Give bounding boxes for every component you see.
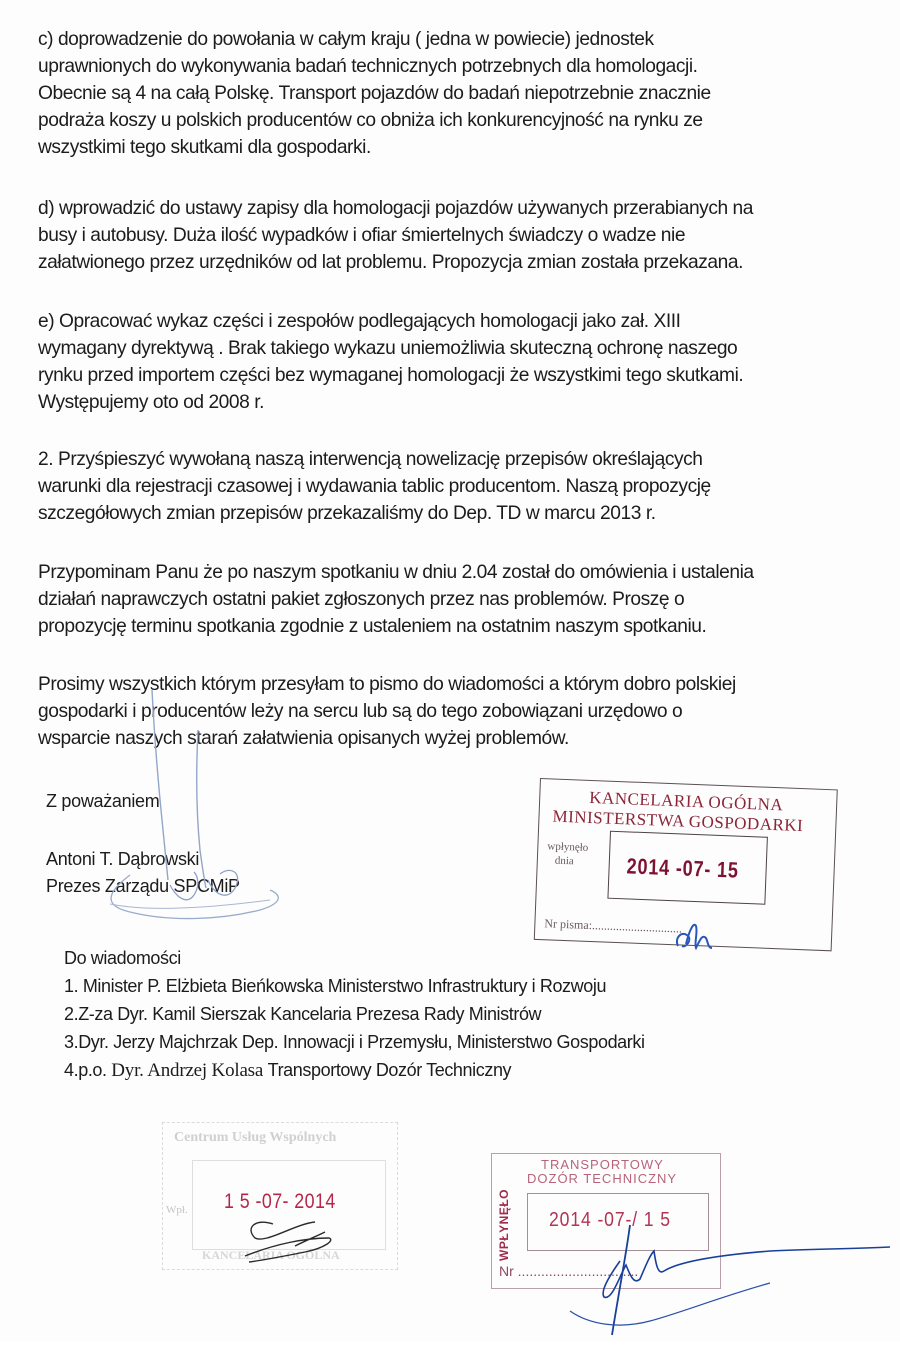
cc-item-prefix: 4.p.o. xyxy=(64,1060,112,1080)
cc-heading: Do wiadomości xyxy=(64,948,181,968)
text-line: wymagany dyrektywą . Brak takiego wykazu uniemożliwia skuteczną ochronę naszego xyxy=(38,338,738,359)
stamp-title-line1: KANCELARIA OGÓLNA xyxy=(588,787,784,815)
paragraph-item-c xyxy=(38,26,888,161)
cc-item: 1. Minister P. Elżbieta Bieńkowska Ministerstwo Infrastruktury i Rozwoju xyxy=(64,976,607,996)
cc-item: 2.Z-za Dyr. Kamil Sierszak Kancelaria Prezesa Rady Ministrów xyxy=(64,1004,542,1024)
closing-salutation: Z poważaniem xyxy=(46,791,160,811)
stamp-title-line1: TRANSPORTOWY xyxy=(541,1157,664,1172)
text-line: Prosimy wszystkich którym przesyłam to pismo do wiadomości a którym dobro polskiej xyxy=(38,674,736,695)
cc-list xyxy=(64,944,645,1085)
cc-item-name: Dyr. Andrzej Kolasa xyxy=(111,1060,268,1081)
signer-title: Prezes Zarządu SPCMiP xyxy=(46,876,240,896)
text-line: Występujemy oto od 2008 r. xyxy=(38,392,264,413)
signer-name: Antoni T. Dąbrowski xyxy=(46,849,200,869)
text-line: busy i autobusy. Duża ilość wypadków i ofiar śmiertelnych świadczy o wadze nie xyxy=(38,225,686,246)
text-line: e) Opracować wykaz części i zespołów podlegających homologacji jako zał. XIII xyxy=(38,311,681,332)
stamp-label-received: wpłynęło xyxy=(547,840,589,854)
text-line: podraża koszy u polskich producentów co obniża ich konkurencyjność na rynku ze xyxy=(38,110,703,131)
text-line: działań naprawczych ostatni pakiet zgłoszonych przez nas problemów. Proszę o xyxy=(38,589,685,610)
stamp-label: Wpł. xyxy=(166,1204,188,1216)
text-line: warunki dla rejestracji czasowej i wydawania tablic producentom. Naszą propozycję xyxy=(38,476,711,497)
stamp-title-line2: DOZÓR TECHNICZNY xyxy=(527,1171,678,1186)
stamp-transportowy-dozor xyxy=(491,1153,721,1293)
paragraph-item-d xyxy=(38,195,888,276)
paragraph-item-2 xyxy=(38,446,888,527)
stamp-title-line2: MINISTERSTWA GOSPODARKI xyxy=(552,806,804,836)
cc-item: 3.Dyr. Jerzy Majchrzak Dep. Innowacji i Przemysłu, Ministerstwo Gospodarki xyxy=(64,1032,645,1052)
text-line: rynku przed importem części bez wymaganej homologacji że wszystkimi tego skutkami. xyxy=(38,365,744,386)
text-line: załatwionego przez urzędników od lat problemu. Propozycja zmian została przekazana. xyxy=(38,252,743,273)
text-line: propozycję terminu spotkania zgodnie z ustaleniem na ostatnim naszym spotkaniu. xyxy=(38,616,707,637)
cc-item-org: Transportowy Dozór Techniczny xyxy=(267,1060,512,1080)
stamp-date: 2014 -07-/ 1 5 xyxy=(549,1209,671,1231)
stamp-vertical-label: WPŁYNĘŁO xyxy=(497,1189,511,1261)
stamp-nr: Nr ............................... xyxy=(499,1263,639,1279)
text-line: Obecnie są 4 na całą Polskę. Transport pojazdów do badań niepotrzebnie znacznie xyxy=(38,83,711,104)
text-line: c) doprowadzenie do powołania w całym kraju ( jedna w powiecie) jednostek xyxy=(38,29,654,50)
stamp-faded-received xyxy=(162,1122,398,1272)
text-line: wsparcie naszych starań załatwienia opisanych wyżej problemów. xyxy=(38,728,569,749)
text-line: 2. Przyśpieszyć wywołaną naszą interwencją nowelizację przepisów określających xyxy=(38,449,703,470)
stamp-date: 1 5 -07- 2014 xyxy=(224,1190,336,1213)
stamp-title: Centrum Usług Wspólnych xyxy=(174,1130,337,1145)
text-line: uprawnionych do wykonywania badań technicznych potrzebnych dla homologacji. xyxy=(38,56,698,77)
stamp-nr-pisma: Nr pisma:.............................. xyxy=(544,916,683,936)
paragraph-item-e xyxy=(38,308,888,416)
text-line: Przypominam Panu że po naszym spotkaniu w dniu 2.04 został do omówienia i ustalenia xyxy=(38,562,754,583)
text-line: gospodarki i producentów leży na sercu lub są do tego zobowiązani urzędowo o xyxy=(38,701,683,722)
text-line: szczegółowych zmian przepisów przekazaliśmy do Dep. TD w marcu 2013 r. xyxy=(38,503,656,524)
cc-item xyxy=(64,1056,645,1085)
text-line: d) wprowadzić do ustawy zapisy dla homologacji pojazdów używanych przerabianych na xyxy=(38,198,754,219)
stamp-date: 2014 -07- 15 xyxy=(626,853,740,883)
paragraph-request xyxy=(38,671,888,752)
stamp-label-day: dnia xyxy=(554,854,575,868)
text-line: wszystkimi tego skutkami dla gospodarki. xyxy=(38,137,371,158)
paragraph-reminder xyxy=(38,559,888,640)
stamp-kancelaria-ogolna xyxy=(534,778,840,957)
stamp-footer: KANCELARIA OGÓLNA xyxy=(202,1248,340,1262)
